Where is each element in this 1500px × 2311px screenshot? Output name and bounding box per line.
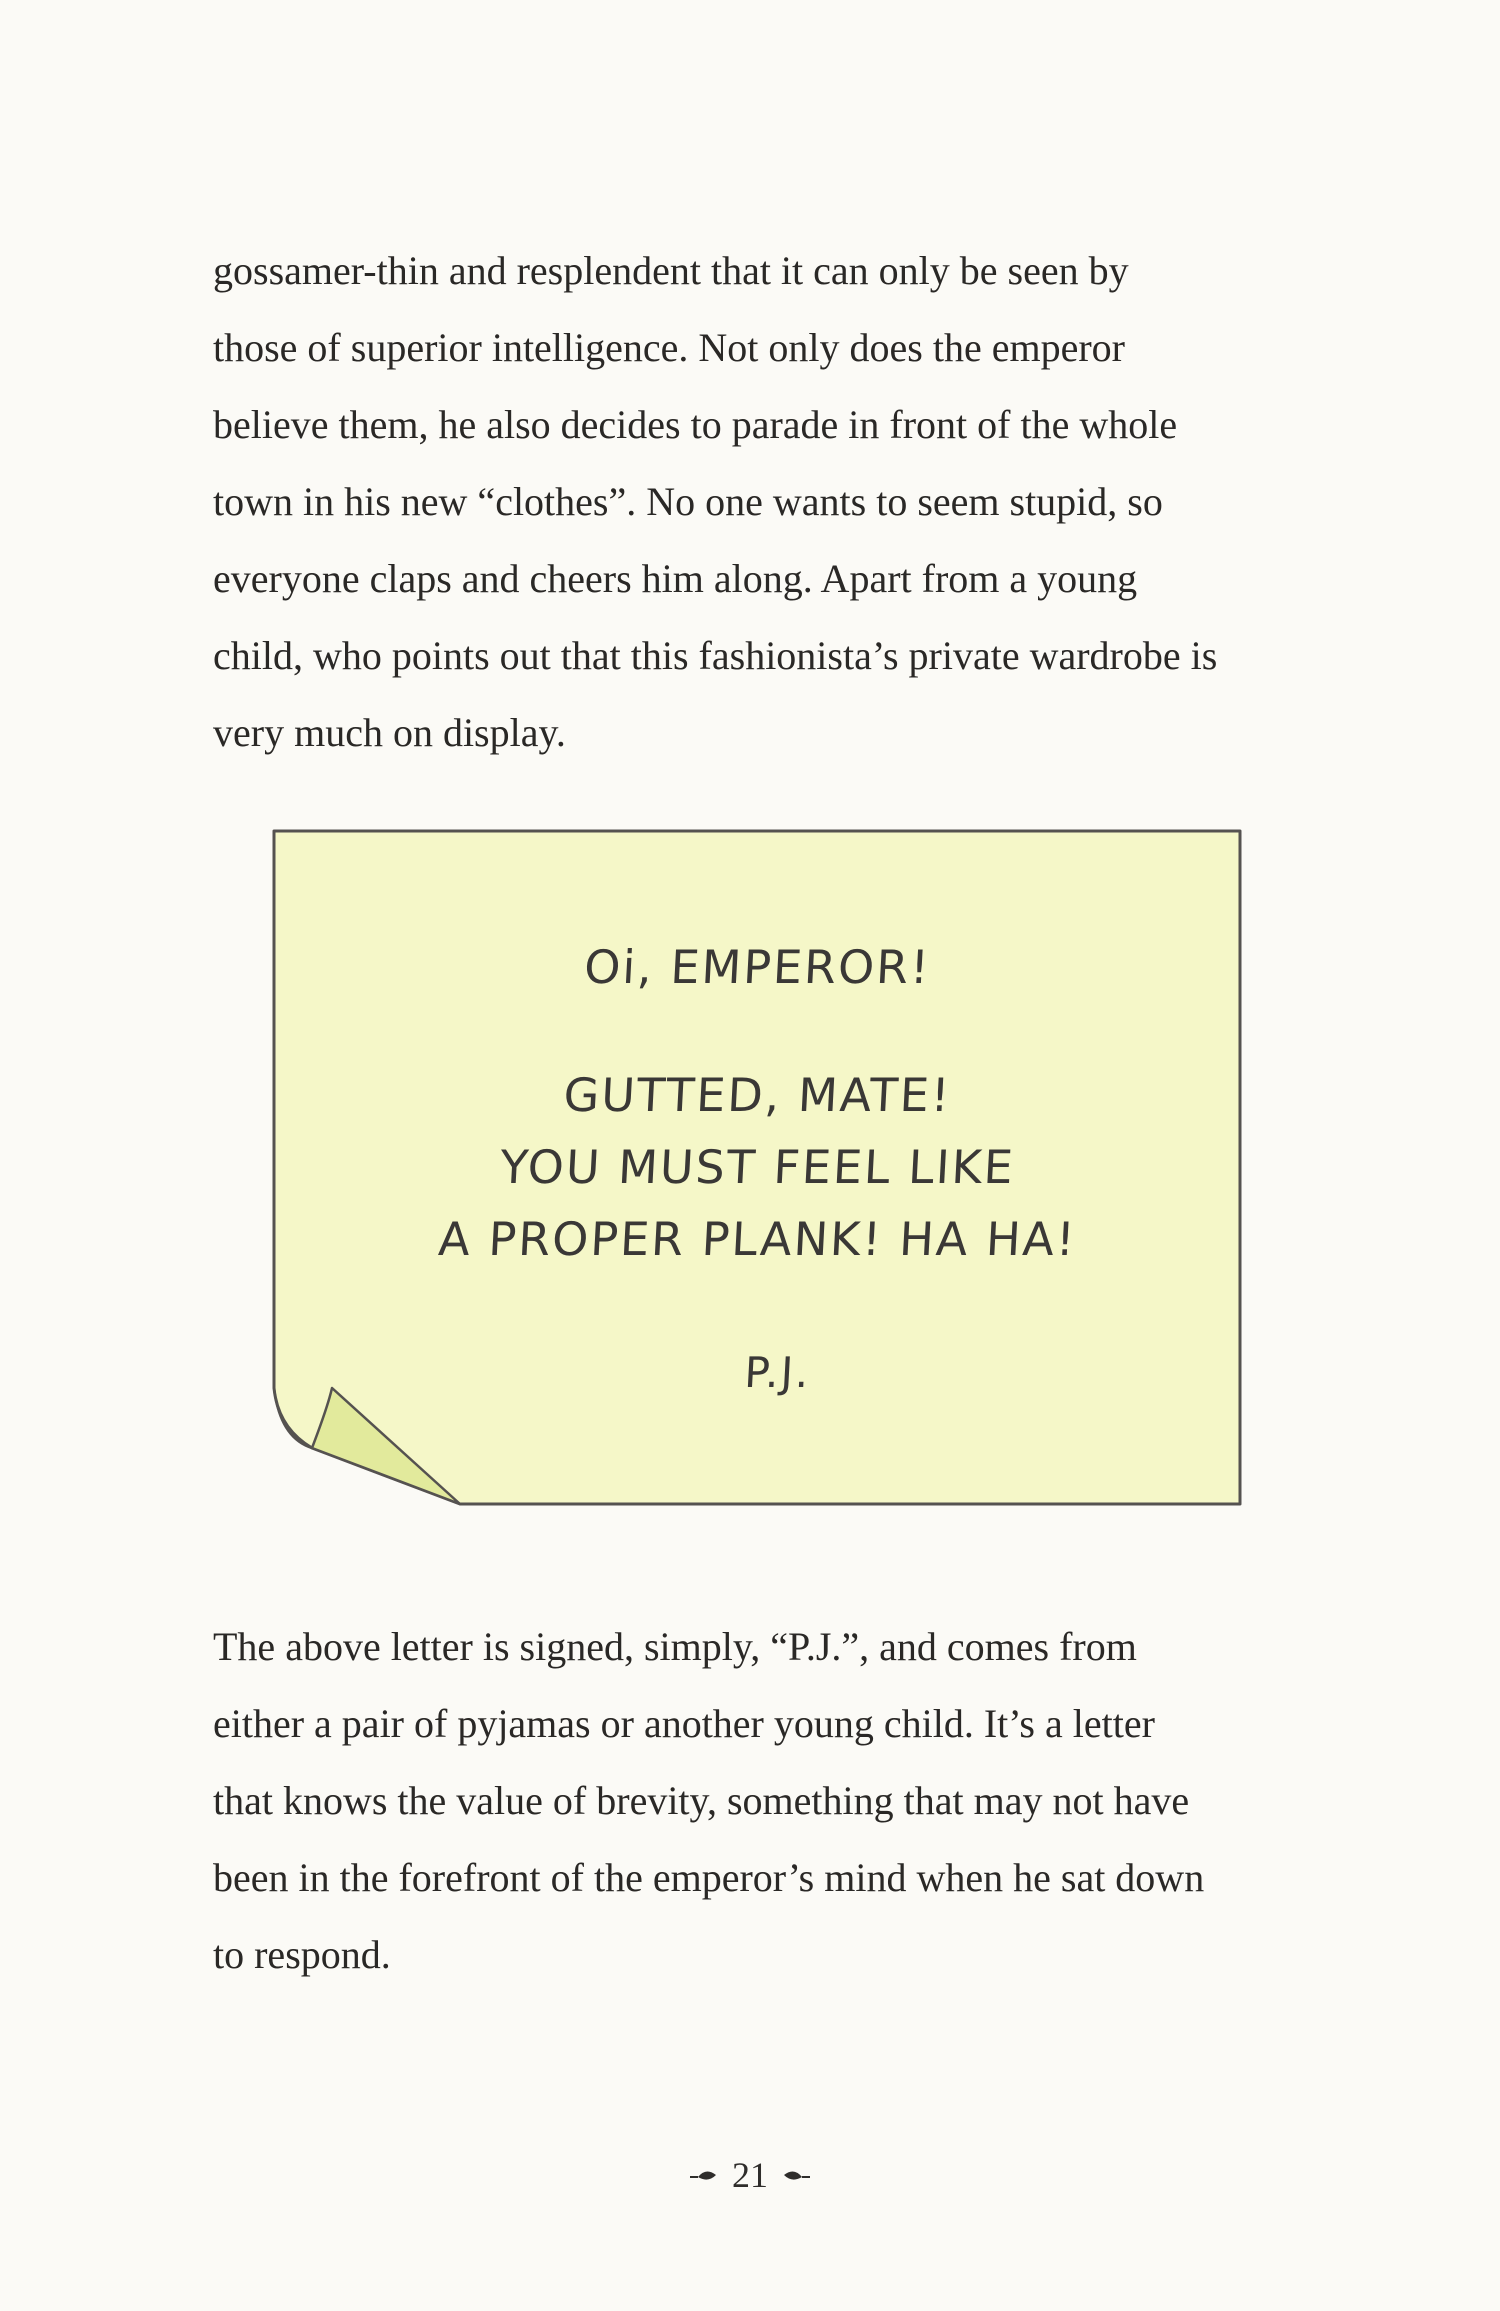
- note-signature: P.J.: [743, 1348, 812, 1397]
- note-greeting: Oi, EMPEROR!: [582, 940, 933, 994]
- note-handwriting: [270, 828, 1245, 1510]
- text-line: those of superior intelligence. Not only does the emperor: [213, 325, 1125, 370]
- text-line: very much on display.: [213, 710, 566, 755]
- text-line: The above letter is signed, simply, “P.J.”, and comes from: [213, 1624, 1137, 1669]
- sticky-note: [270, 828, 1245, 1510]
- note-line: YOU MUST FEEL LIKE: [498, 1140, 1017, 1194]
- text-line: child, who points out that this fashionista’s private wardrobe is: [213, 633, 1218, 678]
- text-line: been in the forefront of the emperor’s mind when he sat down: [213, 1855, 1205, 1900]
- body-paragraph-bottom: [213, 1608, 1343, 1993]
- leaf-ornament-icon: [688, 2165, 718, 2185]
- page-footer: [650, 2150, 850, 2196]
- text-line: gossamer-thin and resplendent that it can only be seen by: [213, 248, 1129, 293]
- note-line: GUTTED, MATE!: [562, 1068, 953, 1122]
- text-line: that knows the value of brevity, something that may not have: [213, 1778, 1190, 1823]
- page-number: 21: [732, 2154, 768, 2195]
- text-line: everyone claps and cheers him along. Apart from a young: [213, 556, 1138, 601]
- text-line: believe them, he also decides to parade in front of the whole: [213, 402, 1178, 447]
- text-line: either a pair of pyjamas or another young child. It’s a letter: [213, 1701, 1155, 1746]
- text-line: town in his new “clothes”. No one wants to seem stupid, so: [213, 479, 1163, 524]
- leaf-ornament-icon: [782, 2165, 812, 2185]
- note-line: A PROPER PLANK! HA HA!: [437, 1212, 1078, 1266]
- text-line: to respond.: [213, 1932, 391, 1977]
- body-paragraph-top: [213, 232, 1343, 771]
